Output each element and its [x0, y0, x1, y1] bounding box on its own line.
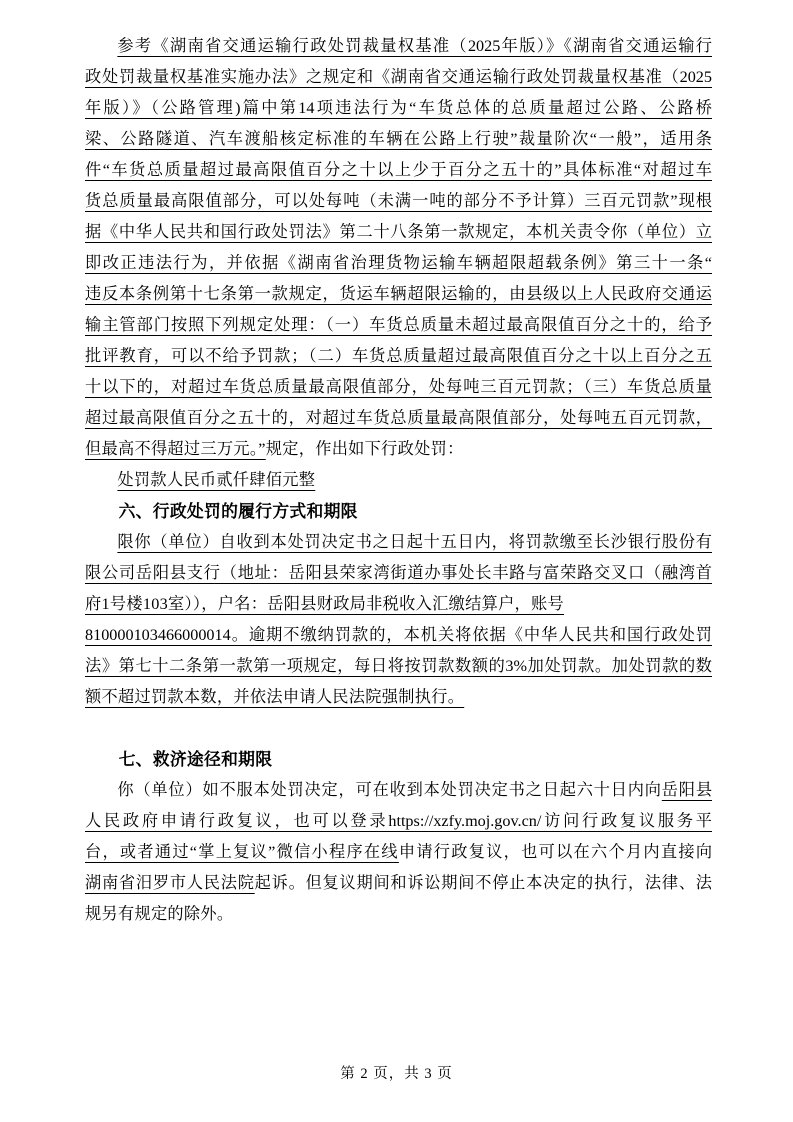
underlined-text: 810000103466000014。逾期不缴纳罚款的，本机关将依据《中华人民共和国行政处罚	[85, 626, 712, 644]
text-line	[85, 186, 712, 217]
underlined-text: 件“车货总质量超过最高限值百分之十以上少于百分之五十的”具体标准“对超过车	[85, 161, 712, 179]
text-line	[85, 279, 712, 310]
text-line	[85, 837, 712, 868]
text-line	[85, 248, 712, 279]
underlined-text: 岳阳县	[661, 781, 713, 799]
text-line	[85, 465, 712, 496]
underlined-text: 批评教育，可以不给予罚款；（二）车货总质量超过最高限值百分之十以上百分之五	[85, 347, 712, 365]
plain-text: 起诉。但复议期间和诉讼期间不停止本决定的执行，法律、法	[254, 874, 712, 892]
text-line	[85, 651, 712, 682]
underlined-text: 处罚款人民币贰仟肆佰元整	[117, 471, 316, 489]
text-line	[85, 341, 712, 372]
underlined-text: 台，或者通过“掌上复议”微信小程序在线	[85, 843, 399, 861]
underlined-text: 但最高不得超过三万元。”	[85, 440, 266, 458]
text-line	[85, 775, 712, 806]
text-line	[85, 899, 712, 930]
text-line	[85, 558, 712, 589]
plain-text: 你（单位）如不服本处罚决定，可在收到本处罚决定书之日起六十日内向	[117, 781, 662, 799]
text-line	[85, 372, 712, 403]
text-line	[85, 682, 712, 713]
underlined-text: 限公司岳阳县支行（地址：岳阳县荣家湾街道办事处长丰路与富荣路交叉口（融湾首	[85, 564, 712, 582]
plain-text: 规定，作出如下行政处罚：	[265, 440, 464, 458]
text-line	[85, 868, 712, 899]
text-line	[85, 62, 712, 93]
text-line	[85, 806, 712, 837]
section-heading	[85, 744, 712, 775]
underlined-text: 输主管部门按照下列规定处理：（一）车货总质量未超过最高限值百分之十的，给予	[85, 316, 712, 334]
text-line	[85, 124, 712, 155]
blank-line	[85, 713, 712, 744]
text-line	[85, 217, 712, 248]
text-line	[85, 434, 712, 465]
underlined-text: 湖南省汨罗市人民法院	[85, 874, 255, 892]
underlined-text: 违反本条例第十七条第一款规定，货运车辆超限运输的，由县级以上人民政府交通运	[85, 285, 712, 303]
text-line	[85, 93, 712, 124]
underlined-text: 参考《湖南省交通运输行政处罚裁量权基准（2025年版）》《湖南省交通运输行	[117, 37, 712, 55]
plain-text: 七、救济途径和期限	[118, 750, 273, 769]
underlined-text: 超过最高限值百分之五十的，对超过车货总质量最高限值部分，处每吨五百元罚款，	[85, 409, 712, 427]
text-line	[85, 403, 712, 434]
underlined-text: 额不超过罚款本数，并依法申请人民法院强制执行。	[85, 688, 465, 706]
underlined-text: 货总质量最高限值部分，可以处每吨（未满一吨的部分不予计算）三百元罚款”现根	[85, 192, 712, 210]
section-heading	[85, 496, 712, 527]
text-line	[85, 527, 712, 558]
text-line	[85, 31, 712, 62]
page-number: 第 2 页，共 3 页	[340, 1066, 453, 1082]
underlined-text: 法》第七十二条第一款第一项规定，每日将按罚款数额的3%加处罚款。加处罚款的数	[85, 657, 712, 675]
plain-text: 申请行政复议，也可以在六个月内直接向	[398, 843, 713, 861]
underlined-text: 府1号楼103室）），户名：岳阳县财政局非税收入汇缴结算户，账号	[85, 595, 565, 613]
underlined-text: 政处罚裁量权基准实施办法》之规定和《湖南省交通运输行政处罚裁量权基准（2025	[85, 68, 712, 86]
text-line	[85, 620, 712, 651]
document-body	[85, 31, 712, 930]
text-line	[85, 310, 712, 341]
text-line	[85, 589, 712, 620]
plain-text: 规另有规定的除外。	[85, 905, 234, 923]
underlined-text: 十以下的，对超过车货总质量最高限值部分，处每吨三百元罚款；（三）车货总质量	[85, 378, 712, 396]
text-line	[85, 155, 712, 186]
underlined-text: 年版）》（公路管理)篇中第14项违法行为“车货总体的总质量超过公路、公路桥	[85, 99, 712, 117]
underlined-text: 限你（单位）自收到本处罚决定书之日起十五日内，将罚款缴至长沙银行股份有	[117, 533, 712, 551]
underlined-text: 据《中华人民共和国行政处罚法》第二十八条第一款规定，本机关责令你（单位）立	[85, 223, 712, 241]
underlined-text: 即改正违法行为，并依据《湖南省治理货物运输车辆超限超载条例》第三十一条“	[85, 254, 712, 272]
underlined-text: 人民政府申请行政复议，也可以登录https://xzfy.moj.gov.cn/访问行政复议服务平	[85, 812, 712, 830]
plain-text: 六、行政处罚的履行方式和期限	[118, 502, 358, 521]
underlined-text: 梁、公路隧道、汽车渡船核定标准的车辆在公路上行驶”裁量阶次“一般”，适用条	[85, 130, 712, 148]
